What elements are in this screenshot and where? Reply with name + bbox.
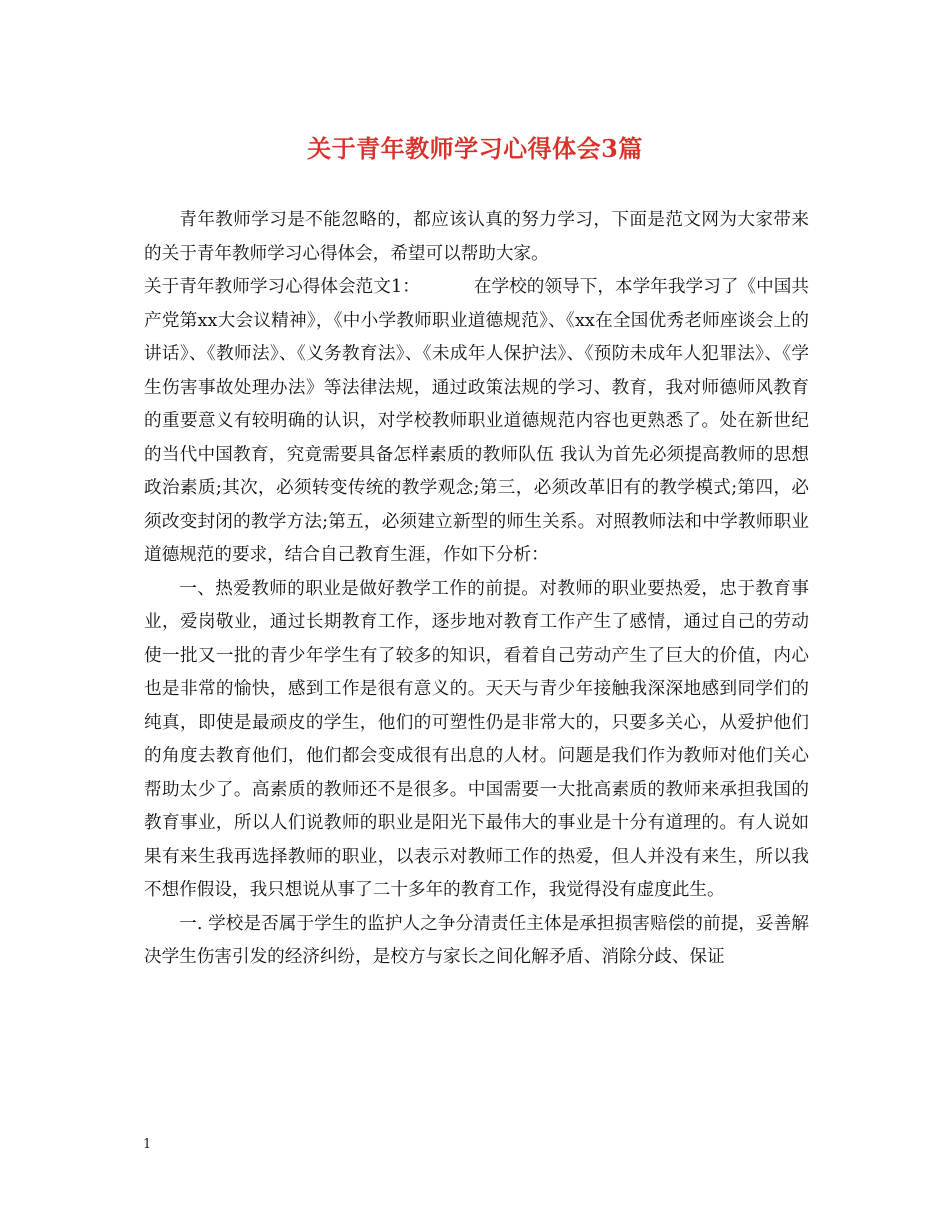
section-paragraph	[144, 271, 809, 573]
paragraph-1: 一、热爱教师的职业是做好教学工作的前提。对教师的职业要热爱，忠于教育事业，爱岗敬业，通过长期教育工作，逐步地对教育工作产生了感情，通过自己的劳动使一批又一批的青少年学生有了较多的知识，看着自己劳动产生了巨大的价值，内心也是非常的愉快，感到工作是很有意义的。天天与青少年接触我深深地感到同学们的纯真，即使是最顽皮的学生，他们的可塑性仍是非常大的，只要多关心，从爱护他们的角度去教育他们，他们都会变成很有出息的人材。问题是我们作为教师对他们关心帮助太少了。高素质的教师还不是很多。中国需要一大批高素质的教师来承担我国的教育事业，所以人们说教师的职业是阳光下最伟大的事业是十分有道理的。有人说如果有来生我再选择教师的职业，以表示对教师工作的热爱，但人并没有来生，所以我不想作假设，我只想说从事了二十多年的教育工作，我觉得没有虚度此生。	[144, 578, 809, 900]
document-body	[144, 204, 809, 975]
section-label: 关于青年教师学习心得体会范文1：	[144, 277, 420, 297]
section-text: 在学校的领导下，本学年我学习了《中国共产党第xx大会议精神》，《中小学教师职业道德规范》、《xx在全国优秀老师座谈会上的讲话》、《教师法》、《义务教育法》、《未成年人保护法》、《预防未成年人犯罪法》、《学生伤害事故处理办法》等法律法规，通过政策法规的学习、教育，我对师德师风教育的重要意义有较明确的认识，对学校教师职业道德规范内容也更熟悉了。处在新世纪的当代中国教育，究竟需要具备怎样素质的教师队伍 我认为首先必须提高教师的思想政治素质;其次，必须转变传统的教学观念;第三，必须改革旧有的教学模式;第四，必须改变封闭的教学方法;第五，必须建立新型的师生关系。对照教师法和中学教师职业道德规范的要求，结合自己教育生涯，作如下分析：	[144, 277, 809, 565]
intro-paragraph: 青年教师学习是不能忽略的，都应该认真的努力学习，下面是范文网为大家带来的关于青年教师学习心得体会，希望可以帮助大家。	[144, 210, 809, 264]
paragraph-2: 一. 学校是否属于学生的监护人之争分清责任主体是承担损害赔偿的前提，妥善解决学生伤害引发的经济纠纷，是校方与家长之间化解矛盾、消除分歧、保证	[144, 913, 809, 967]
document-title: 关于青年教师学习心得体会3篇	[307, 134, 643, 163]
page-number: 1	[143, 1137, 152, 1152]
